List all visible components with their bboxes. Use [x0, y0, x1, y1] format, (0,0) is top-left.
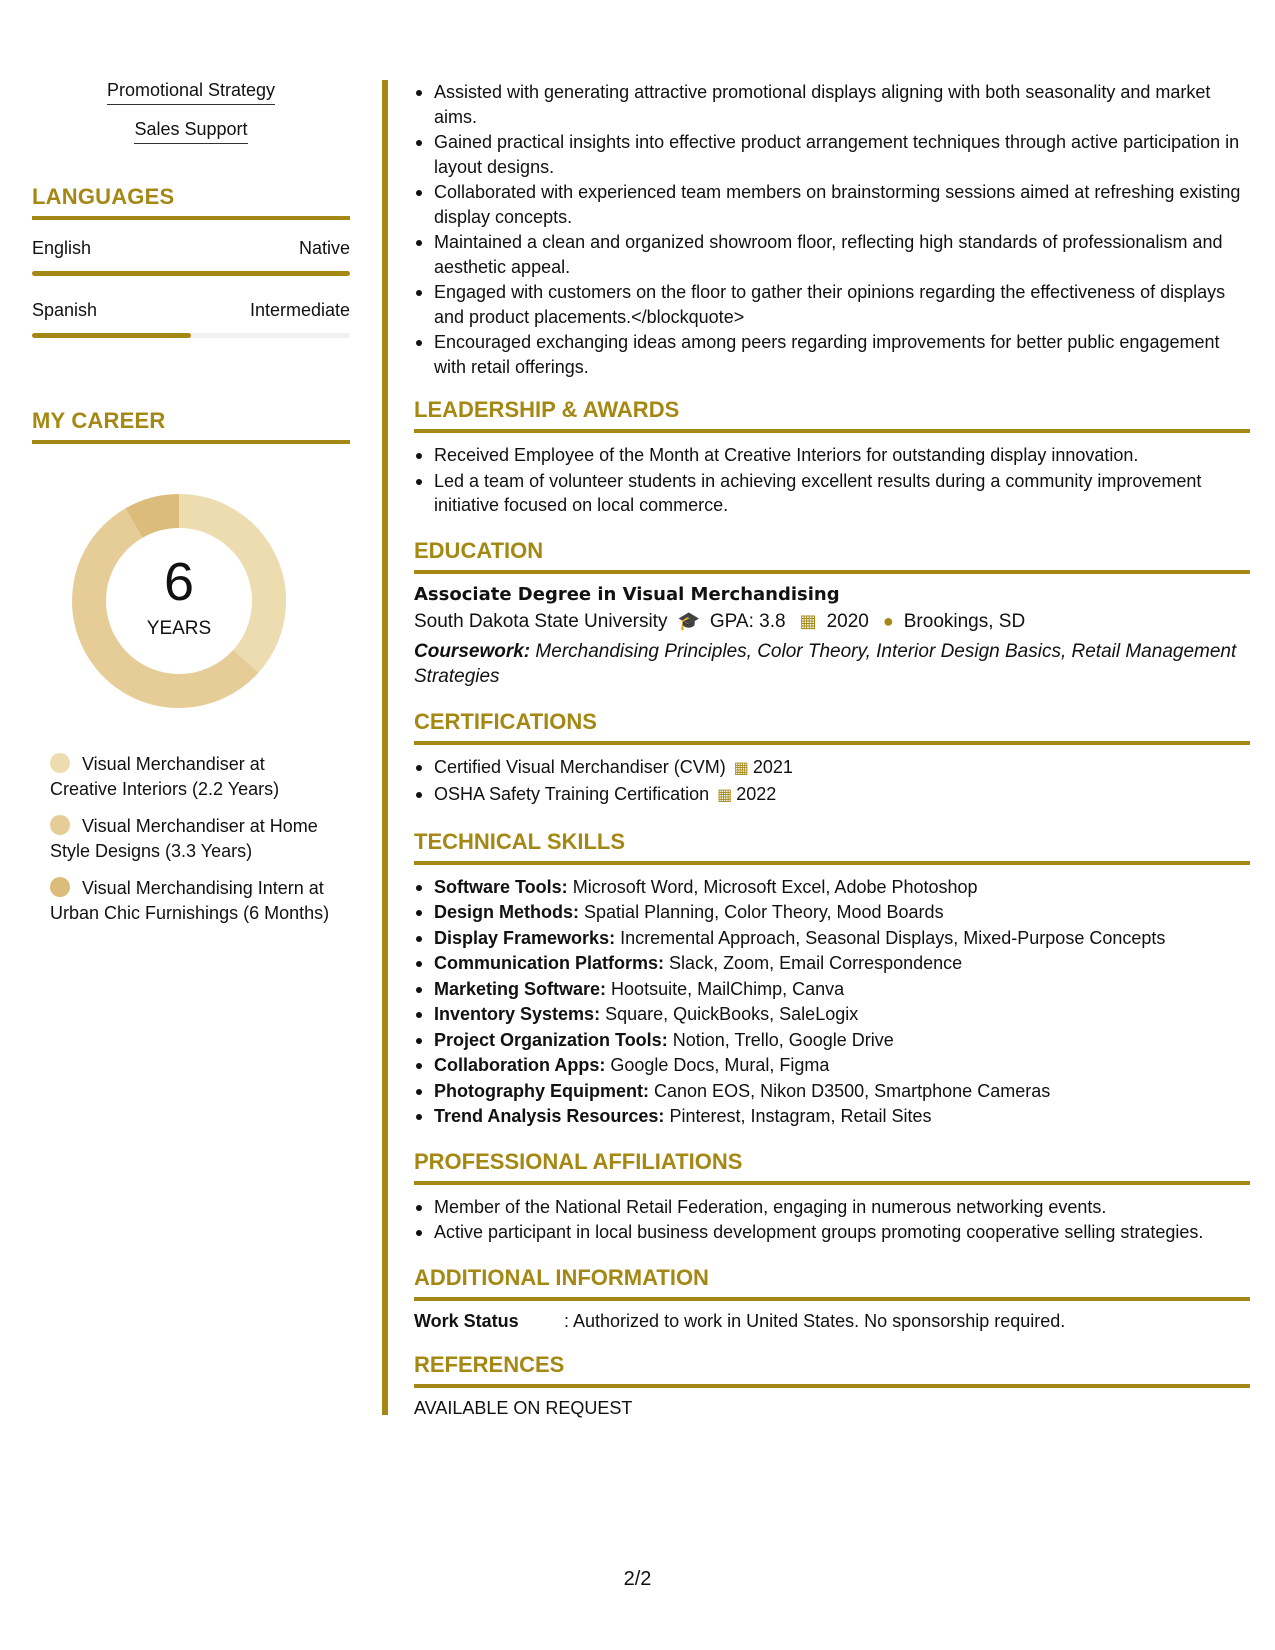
additional-info-heading: ADDITIONAL INFORMATION	[414, 1265, 1250, 1301]
column-divider	[382, 80, 388, 1415]
experience-bullets	[414, 80, 1250, 379]
technical-skills-list	[414, 875, 1250, 1129]
certifications-heading: CERTIFICATIONS	[414, 709, 1250, 745]
list-item: Display Frameworks: Incremental Approach, Seasonal Displays, Mixed-Purpose Concepts	[414, 926, 1250, 951]
work-status-label: Work Status	[414, 1310, 519, 1331]
career-heading: MY CAREER	[32, 408, 350, 444]
strength-item: Promotional Strategy	[32, 80, 350, 105]
languages-heading: LANGUAGES	[32, 184, 350, 220]
technical-skills-heading: TECHNICAL SKILLS	[414, 829, 1250, 865]
strength-item: Sales Support	[32, 119, 350, 144]
career-legend-item: Visual Merchandising Intern at Urban Chic Furnishings (6 Months)	[50, 878, 330, 923]
career-donut	[64, 486, 294, 716]
leadership-heading: LEADERSHIP & AWARDS	[414, 397, 1250, 433]
list-item: Marketing Software: Hootsuite, MailChimp, Canva	[414, 977, 1250, 1002]
graduation-year: 2020	[826, 610, 869, 632]
list-item: Assisted with generating attractive promotional displays aligning with both seasonality and market aims.	[414, 80, 1250, 129]
list-item: Inventory Systems: Square, QuickBooks, SaleLogix	[414, 1002, 1250, 1027]
list-item: Trend Analysis Resources: Pinterest, Instagram, Retail Sites	[414, 1104, 1250, 1129]
list-item: Project Organization Tools: Notion, Trello, Google Drive	[414, 1028, 1250, 1053]
language-english	[32, 238, 350, 276]
list-item: Collaboration Apps: Google Docs, Mural, Figma	[414, 1053, 1250, 1078]
list-item: Communication Platforms: Slack, Zoom, Email Correspondence	[414, 951, 1250, 976]
list-item: OSHA Safety Training Certification ▦ 2022	[414, 782, 1250, 809]
list-item: Software Tools: Microsoft Word, Microsoft Excel, Adobe Photoshop	[414, 875, 1250, 900]
language-bar-fill	[32, 333, 191, 338]
references-heading: REFERENCES	[414, 1352, 1250, 1388]
language-name: English	[32, 238, 92, 258]
career-legend-item: Visual Merchandiser at Home Style Designs (3.3 Years)	[50, 816, 318, 861]
page-number: 2/2	[623, 1568, 652, 1590]
career-total: 6	[163, 552, 195, 612]
coursework-list: Merchandising Principles, Color Theory, Interior Design Basics, Retail Management Strategies	[414, 640, 1237, 687]
education-details	[414, 611, 1250, 633]
school-location: Brookings, SD	[903, 610, 1026, 632]
list-item: Gained practical insights into effective product arrangement techniques through active participation in layout designs.	[414, 130, 1250, 179]
career-donut-slice-3	[134, 511, 179, 523]
language-level: Native	[298, 238, 350, 258]
list-item: Encouraged exchanging ideas among peers regarding improvements for better public engagement with retail offerings.	[414, 330, 1250, 379]
language-bar	[32, 333, 350, 338]
list-item: Received Employee of the Month at Creative Interiors for outstanding display innovation.	[414, 443, 1250, 468]
certifications-list	[414, 755, 1250, 809]
career-unit: YEARS	[146, 618, 212, 639]
list-item: Certified Visual Merchandiser (CVM) ▦ 2021	[414, 755, 1250, 782]
list-item: Engaged with customers on the floor to gather their opinions regarding the effectiveness of displays and product placements.</blockquote>	[414, 280, 1250, 329]
work-status	[414, 1311, 1250, 1332]
career-legend	[50, 752, 330, 926]
list-item: Design Methods: Spatial Planning, Color Theory, Mood Boards	[414, 900, 1250, 925]
coursework-label: Coursework:	[414, 640, 531, 662]
leadership-list	[414, 443, 1250, 518]
language-level: Intermediate	[249, 300, 350, 320]
legend-dot-icon	[50, 815, 70, 835]
references-text: AVAILABLE ON REQUEST	[414, 1397, 633, 1418]
list-item: Photography Equipment: Canon EOS, Nikon D3500, Smartphone Cameras	[414, 1079, 1250, 1104]
legend-dot-icon	[50, 753, 70, 773]
affiliations-list	[414, 1195, 1250, 1245]
main-column	[414, 80, 1250, 1419]
legend-dot-icon	[50, 877, 70, 897]
sidebar	[32, 80, 350, 938]
list-item: Member of the National Retail Federation, engaging in numerous networking events.	[414, 1195, 1250, 1220]
education-heading: EDUCATION	[414, 538, 1250, 574]
list-item: Maintained a clean and organized showroom floor, reflecting high standards of professionalism and aesthetic appeal.	[414, 230, 1250, 279]
calendar-icon: ▦	[733, 759, 749, 777]
language-name: Spanish	[32, 300, 98, 320]
language-bar-fill	[32, 271, 350, 276]
school-name: South Dakota State University	[414, 610, 668, 632]
career-legend-item: Visual Merchandiser at Creative Interiors (2.2 Years)	[50, 754, 280, 799]
calendar-icon: ▦	[717, 787, 733, 804]
location-pin-icon: ●	[882, 611, 894, 631]
calendar-icon: ▦	[799, 611, 817, 631]
affiliations-heading: PROFESSIONAL AFFILIATIONS	[414, 1149, 1250, 1185]
coursework	[414, 639, 1250, 689]
language-bar	[32, 271, 350, 276]
list-item: Collaborated with experienced team members on brainstorming sessions aimed at refreshing existing display concepts.	[414, 180, 1250, 229]
work-status-value: : Authorized to work in United States. No sponsorship required.	[564, 1310, 1066, 1331]
list-item: Active participant in local business development groups promoting cooperative selling strategies.	[414, 1220, 1250, 1245]
degree-title: Associate Degree in Visual Merchandising	[414, 583, 840, 605]
graduation-cap-icon: 🎓	[677, 611, 700, 631]
language-spanish	[32, 300, 350, 338]
gpa: GPA: 3.8	[709, 610, 786, 632]
list-item: Led a team of volunteer students in achieving excellent results during a community improvement initiative focused on local commerce.	[414, 469, 1250, 518]
